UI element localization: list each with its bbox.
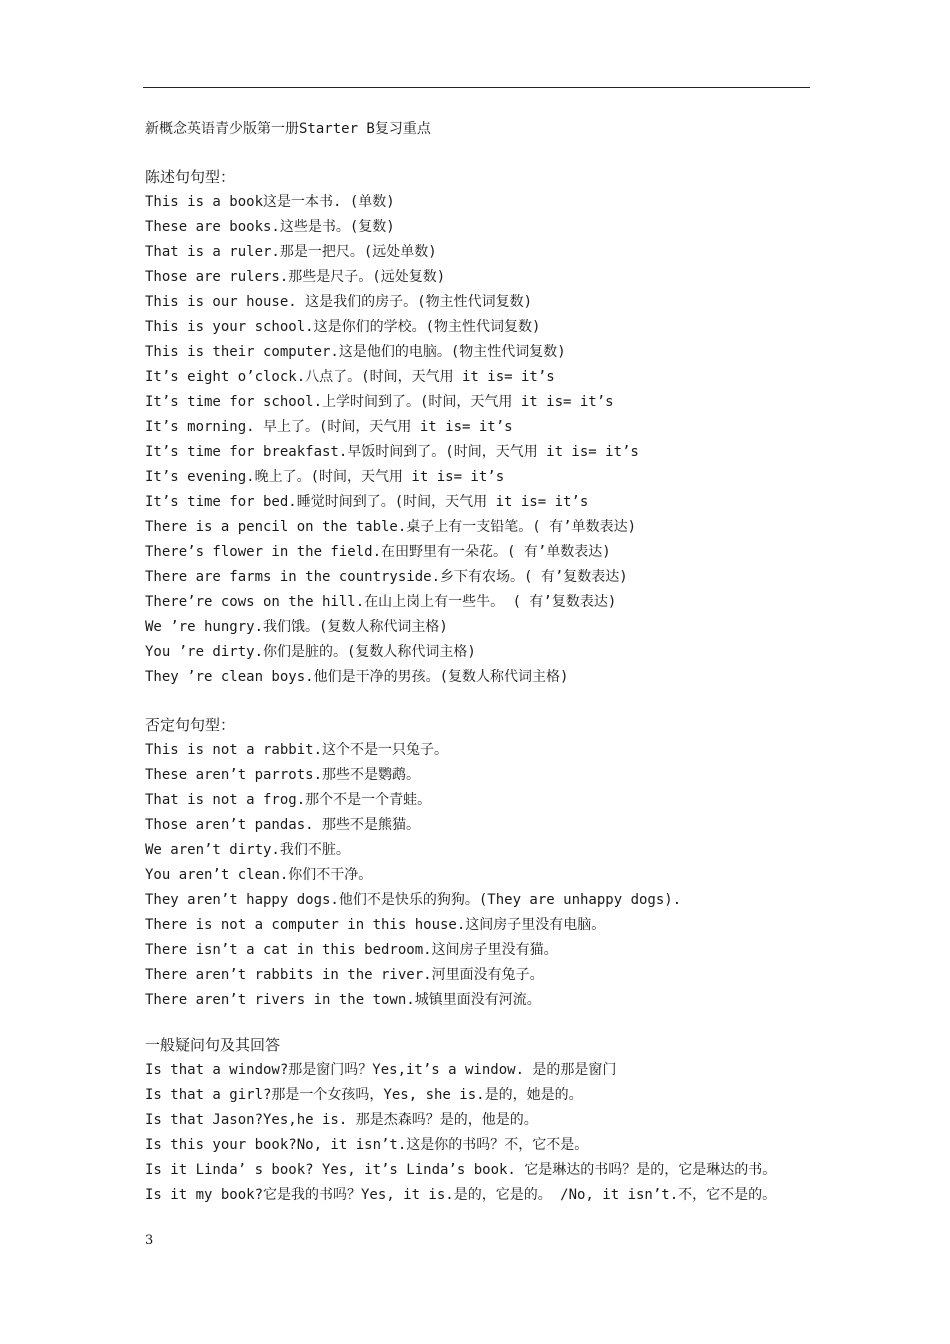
list-item: Is it Linda’ s book? Yes, it’s Linda’s book. 它是琳达的书吗？是的，它是琳达的书。 (145, 1162, 777, 1178)
section-heading-questions: 一般疑问句及其回答 (145, 1036, 281, 1054)
list-item: Those are rulers.那些是尺子。(远处复数) (145, 269, 446, 285)
list-item: There is not a computer in this house.这间房子里没有电脑。 (145, 917, 606, 933)
list-item: This is a book这是一本书. (单数) (145, 194, 395, 210)
list-item: That is not a frog.那个不是一个青蛙。 (145, 792, 432, 808)
header-rule (143, 87, 810, 88)
list-item: This is their computer.这是他们的电脑。(物主性代词复数) (145, 344, 566, 360)
list-item: These aren’t parrots.那些不是鹦鹉。 (145, 767, 421, 783)
section-heading-negatives: 否定句句型： (145, 716, 236, 734)
question-list (145, 1058, 825, 1208)
list-item: This is our house. 这是我们的房子。(物主性代词复数) (145, 294, 533, 310)
page-number: 3 (145, 1233, 154, 1248)
list-item: It’s evening.晚上了。(时间，天气用 it is= it’s (145, 469, 505, 485)
list-item: There aren’t rabbits in the river.河里面没有兔子。 (145, 967, 544, 983)
list-item: It’s eight o’clock.八点了。(时间，天气用 it is= it’s (145, 369, 555, 385)
section-heading-statements: 陈述句句型： (145, 168, 236, 186)
list-item: This is not a rabbit.这个不是一只兔子。 (145, 742, 449, 758)
list-item: This is your school.这是你们的学校。(物主性代词复数) (145, 319, 541, 335)
list-item: They ’re clean boys.他们是干净的男孩。(复数人称代词主格) (145, 669, 569, 685)
list-item: We aren’t dirty.我们不脏。 (145, 842, 350, 858)
list-item: Is that Jason?Yes,he is. 那是杰森吗？是的，他是的。 (145, 1112, 538, 1128)
list-item: Is that a window?那是窗门吗？Yes,it’s a window. 是的那是窗门 (145, 1062, 617, 1078)
list-item: There aren’t rivers in the town.城镇里面没有河流。 (145, 992, 541, 1008)
document-body (145, 117, 825, 1208)
list-item: It’s time for school.上学时间到了。(时间，天气用 it is= it’s (145, 394, 614, 410)
list-item: There’s flower in the field.在田野里有一朵花。( 有’单数表达) (145, 544, 611, 560)
statement-list (145, 190, 825, 690)
list-item: There’re cows on the hill.在山上岗上有一些牛。 ( 有’复数表达) (145, 594, 617, 610)
list-item: They aren’t happy dogs.他们不是快乐的狗狗。(They are unhappy dogs). (145, 892, 682, 908)
list-item: There are farms in the countryside.乡下有农场。( 有’复数表达) (145, 569, 628, 585)
list-item: It’s time for bed.睡觉时间到了。(时间，天气用 it is= it’s (145, 494, 589, 510)
list-item: These are books.这些是书。(复数) (145, 219, 395, 235)
list-item: Is it my book?它是我的书吗？Yes, it is.是的，它是的。 /No, it isn’t.不，它不是的。 (145, 1187, 777, 1203)
list-item: It’s time for breakfast.早饭时间到了。(时间，天气用 it is= it’s (145, 444, 639, 460)
list-item: You ’re dirty.你们是脏的。(复数人称代词主格) (145, 644, 476, 660)
negative-list (145, 738, 825, 1013)
list-item: We ’re hungry.我们饿。(复数人称代词主格) (145, 619, 448, 635)
list-item: Those aren’t pandas. 那些不是熊猫。 (145, 817, 421, 833)
list-item: Is this your book?No, it isn’t.这是你的书吗？不，它不是。 (145, 1137, 589, 1153)
list-item: It’s morning. 早上了。(时间，天气用 it is= it’s (145, 419, 513, 435)
list-item: You aren’t clean.你们不干净。 (145, 867, 373, 883)
document-title: 新概念英语青少版第一册Starter B复习重点 (145, 121, 431, 137)
list-item: That is a ruler.那是一把尺。(远处单数) (145, 244, 437, 260)
list-item: There isn’t a cat in this bedroom.这间房子里没有猫。 (145, 942, 558, 958)
list-item: There is a pencil on the table.桌子上有一支铅笔。( 有’单数表达) (145, 519, 637, 535)
list-item: Is that a girl?那是一个女孩吗，Yes, she is.是的，她是的。 (145, 1087, 583, 1103)
